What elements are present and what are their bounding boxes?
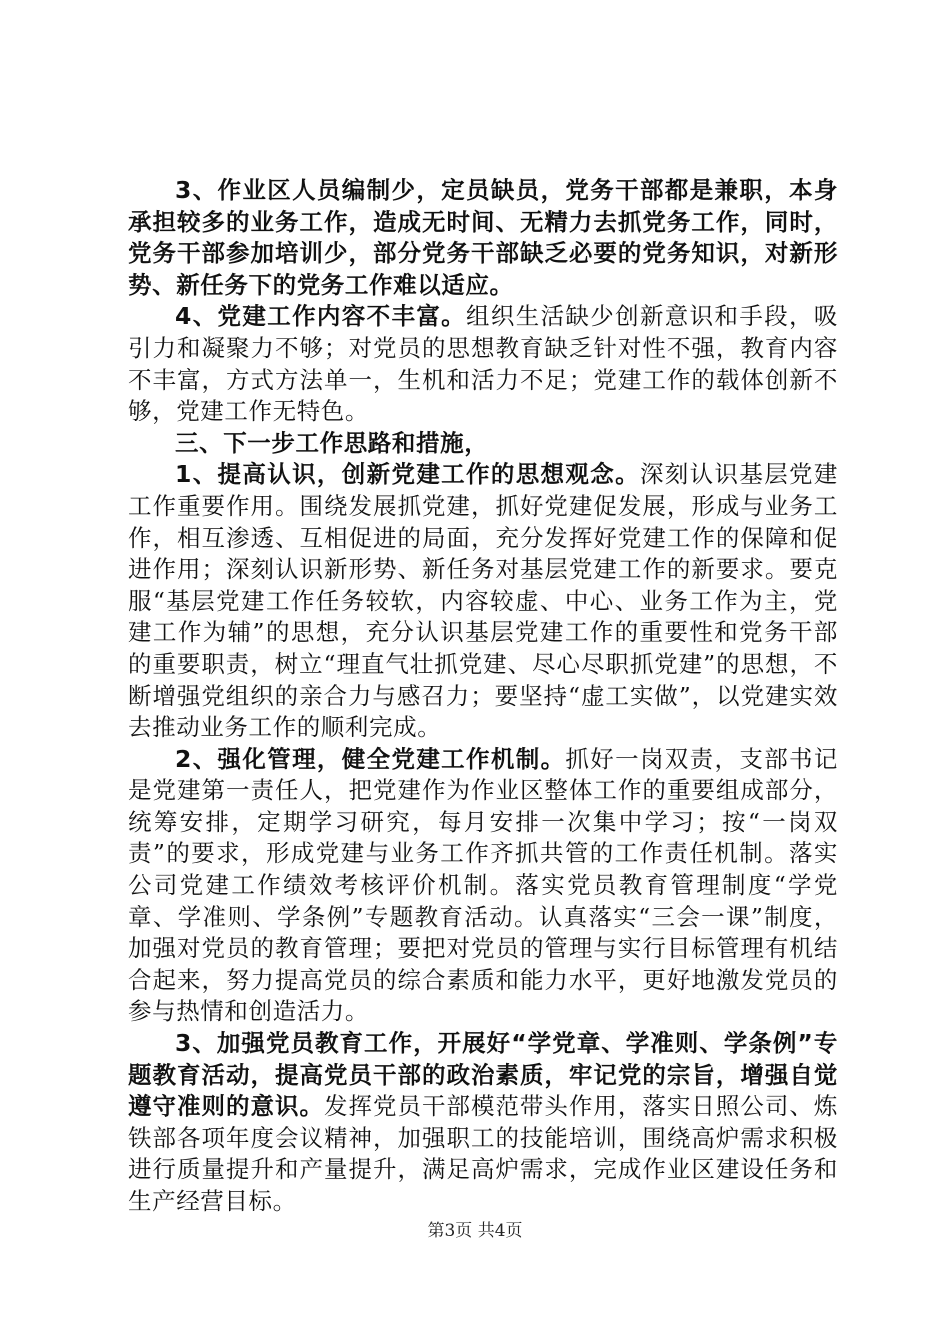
page-footer: 第3页 共4页 <box>427 1221 523 1241</box>
paragraph-lead: 3、作业区人员编制少，定员缺员，党务干部都是兼职，本身承担较多的业务工作，造成无时间、无精力去抓党务工作，同时，党务干部参加培训少，部分党务干部缺乏必要的党务知识，对新形势、新任务下的党务工作难以适应。 <box>128 176 838 299</box>
paragraph <box>128 301 838 427</box>
paragraph <box>128 459 838 743</box>
paragraph-body: 抓好一岗双责，支部书记是党建第一责任人，把党建作为作业区整体工作的重要组成部分，统筹安排，定期学习研究，每月安排一次集中学习；按“一岗双责”的要求，形成党建与业务工作齐抓共管的工作责任机制。落实公司党建工作绩效考核评价机制。落实党员教育管理制度“学党章、学准则、学条例”专题教育活动。认真落实“三会一课”制度，加强对党员的教育管理；要把对党员的管理与实行目标管理有机结合起来，努力提高党员的综合素质和能力水平，更好地激发党员的参与热情和创造活力。 <box>128 744 838 1026</box>
paragraph-body: 深刻认识基层党建工作重要作用。围绕发展抓党建，抓好党建促发展，形成与业务工作，相互渗透、互相促进的局面，充分发挥好党建工作的保障和促进作用；深刻认识新形势、新任务对基层党建工作的新要求。要克服“基层党建工作任务较软，内容较虚、中心、业务工作为主，党建工作为辅”的思想，充分认识基层党建工作的重要性和党务干部的重要职责，树立“理直气壮抓党建、尽心尽职抓党建”的思想，不断增强党组织的亲合力与感召力；要坚持“虚工实做”，以党建实效去推动业务工作的顺利完成。 <box>128 460 838 742</box>
paragraph-body: 组织生活缺少创新意识和手段，吸引力和凝聚力不够；对党员的思想教育缺乏针对性不强，教育内容不丰富，方式方法单一，生机和活力不足；党建工作的载体创新不够，党建工作无特色。 <box>128 302 838 426</box>
paragraph-lead: 2、强化管理，健全党建工作机制。 <box>175 744 566 773</box>
paragraph-lead: 三、下一步工作思路和措施， <box>175 428 489 457</box>
paragraph-lead: 4、党建工作内容不丰富。 <box>175 302 467 331</box>
paragraph-body: 发挥党员干部模范带头作用，落实日照公司、炼铁部各项年度会议精神，加强职工的技能培训，围绕高炉需求积极进行质量提升和产量提升，满足高炉需求，完成作业区建设任务和生产经营目标。 <box>128 1092 838 1215</box>
paragraph-lead: 1、提高认识，创新党建工作的思想观念。 <box>175 460 640 489</box>
paragraph <box>128 1028 838 1218</box>
section-heading <box>128 428 838 460</box>
body-text <box>128 175 838 1218</box>
paragraph-lead: 3、加强党员教育工作，开展好“学党章、学准则、学条例”专题教育活动，提高党员干部的政治素质，牢记党的宗旨，增强自觉遵守准则的意识。 <box>128 1029 838 1121</box>
paragraph <box>128 744 838 1028</box>
paragraph <box>128 175 838 301</box>
